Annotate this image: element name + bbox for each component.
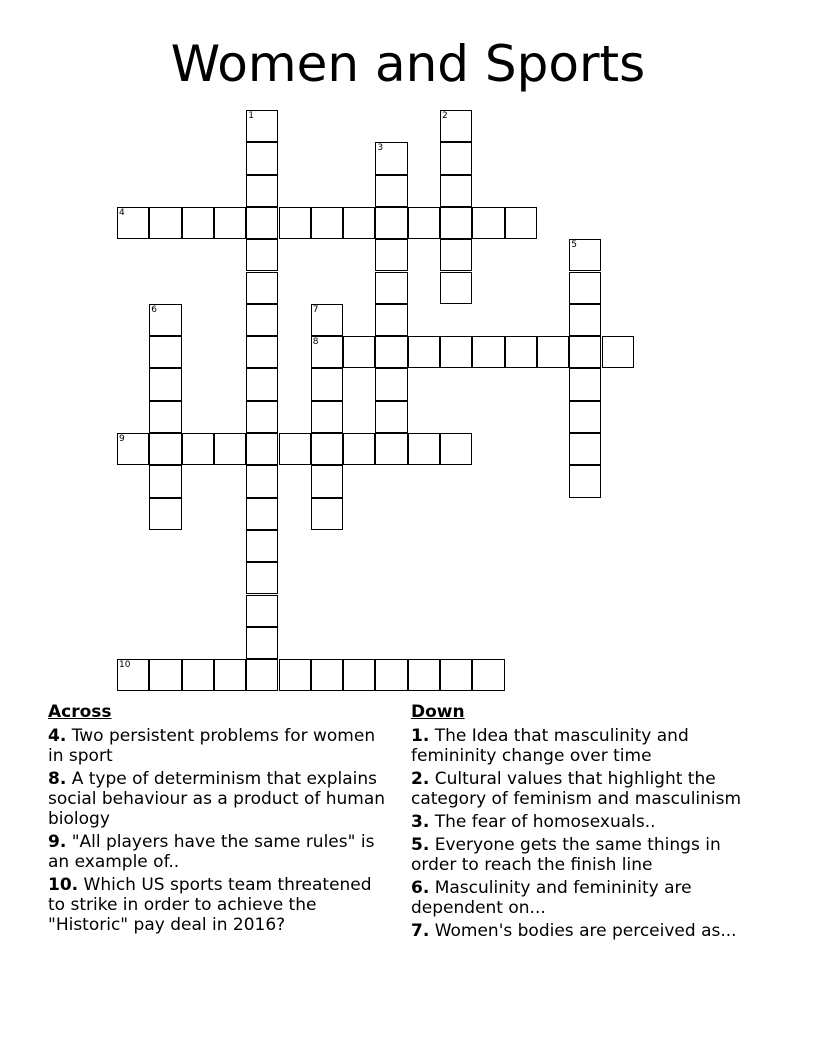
clue-text: Cultural values that highlight the category of feminism and masculinism bbox=[411, 769, 742, 809]
grid-cell[interactable] bbox=[408, 433, 440, 465]
grid-cell[interactable] bbox=[149, 368, 181, 400]
grid-cell[interactable] bbox=[149, 304, 181, 336]
grid-cell[interactable] bbox=[343, 659, 375, 691]
grid-cell[interactable] bbox=[408, 659, 440, 691]
grid-cell[interactable] bbox=[149, 336, 181, 368]
grid-cell[interactable] bbox=[117, 659, 149, 691]
clue-number: 8. bbox=[48, 769, 67, 789]
clue-number: 6. bbox=[411, 878, 430, 898]
grid-cell[interactable] bbox=[472, 659, 504, 691]
grid-cell[interactable] bbox=[246, 272, 278, 304]
clue-number: 9. bbox=[48, 832, 67, 852]
grid-cell[interactable] bbox=[537, 336, 569, 368]
clue-text: The Idea that masculinity and femininity change over time bbox=[411, 726, 689, 766]
grid-cell[interactable] bbox=[472, 336, 504, 368]
grid-cell[interactable] bbox=[505, 207, 537, 239]
grid-cell[interactable] bbox=[117, 433, 149, 465]
cell-number: 7 bbox=[312, 304, 319, 315]
grid-cell[interactable] bbox=[440, 175, 472, 207]
grid-cell[interactable] bbox=[311, 433, 343, 465]
clue-down-5 bbox=[411, 835, 761, 875]
cell-number: 1 bbox=[248, 111, 254, 121]
grid-cell[interactable] bbox=[246, 304, 278, 336]
across-heading: Across bbox=[48, 702, 112, 722]
cell-number: 3 bbox=[377, 143, 384, 154]
clue-down-2 bbox=[411, 769, 761, 809]
grid-cell[interactable] bbox=[569, 401, 601, 433]
clue-text: The fear of homosexuals.. bbox=[434, 812, 656, 832]
clue-down-3 bbox=[411, 812, 761, 832]
grid-cell[interactable] bbox=[214, 207, 246, 239]
cell-number: 6 bbox=[151, 304, 158, 315]
grid-cell[interactable] bbox=[246, 530, 278, 562]
grid-cell[interactable] bbox=[375, 368, 407, 400]
grid-cell[interactable] bbox=[375, 272, 407, 304]
clue-number: 4. bbox=[48, 726, 67, 746]
clue-number: 5. bbox=[411, 835, 430, 855]
grid-cell[interactable] bbox=[149, 659, 181, 691]
grid-cell[interactable] bbox=[246, 595, 278, 627]
grid-cell[interactable] bbox=[569, 336, 601, 368]
grid-cell[interactable] bbox=[214, 433, 246, 465]
grid-cell[interactable] bbox=[569, 272, 601, 304]
grid-cell[interactable] bbox=[569, 368, 601, 400]
grid-cell[interactable] bbox=[311, 336, 343, 368]
grid-cell[interactable] bbox=[246, 498, 278, 530]
grid-cell[interactable] bbox=[375, 304, 407, 336]
grid-cell[interactable] bbox=[311, 304, 343, 336]
grid-cell[interactable] bbox=[214, 659, 246, 691]
grid-cell[interactable] bbox=[569, 433, 601, 465]
grid-cell[interactable] bbox=[246, 659, 278, 691]
grid-cell[interactable] bbox=[343, 207, 375, 239]
grid-cell[interactable] bbox=[440, 142, 472, 174]
clue-text: Which US sports team threatened to strike in order to achieve the "Historic" pay deal in 2016? bbox=[48, 875, 372, 935]
clue-down-6 bbox=[411, 878, 761, 918]
grid-cell[interactable] bbox=[440, 336, 472, 368]
grid-cell[interactable] bbox=[440, 272, 472, 304]
down-heading: Down bbox=[411, 702, 465, 722]
grid-cell[interactable] bbox=[246, 627, 278, 659]
grid-cell[interactable] bbox=[149, 401, 181, 433]
grid-cell[interactable] bbox=[505, 336, 537, 368]
grid-cell[interactable] bbox=[375, 142, 407, 174]
grid-cell[interactable] bbox=[279, 207, 311, 239]
clue-number: 2. bbox=[411, 769, 430, 789]
grid-cell[interactable] bbox=[246, 207, 278, 239]
grid-cell[interactable] bbox=[149, 207, 181, 239]
grid-cell[interactable] bbox=[375, 401, 407, 433]
clue-down-1 bbox=[411, 726, 761, 766]
grid-cell[interactable] bbox=[311, 401, 343, 433]
grid-cell[interactable] bbox=[375, 336, 407, 368]
grid-cell[interactable] bbox=[246, 110, 278, 142]
grid-cell[interactable] bbox=[472, 207, 504, 239]
grid-cell[interactable] bbox=[279, 659, 311, 691]
cell-number: 2 bbox=[442, 111, 448, 121]
across-clues bbox=[48, 702, 393, 938]
clue-across-9 bbox=[48, 832, 393, 872]
cell-number: 10 bbox=[119, 660, 131, 671]
clue-text: Women's bodies are perceived as... bbox=[434, 921, 737, 941]
grid-cell[interactable] bbox=[375, 659, 407, 691]
clue-across-8 bbox=[48, 769, 393, 829]
grid-cell[interactable] bbox=[149, 465, 181, 497]
grid-cell[interactable] bbox=[311, 659, 343, 691]
grid-cell[interactable] bbox=[440, 239, 472, 271]
grid-cell[interactable] bbox=[246, 175, 278, 207]
clue-text: Everyone gets the same things in order to reach the finish line bbox=[411, 835, 721, 875]
grid-cell[interactable] bbox=[246, 465, 278, 497]
grid-cell[interactable] bbox=[117, 207, 149, 239]
grid-cell[interactable] bbox=[311, 207, 343, 239]
grid-cell[interactable] bbox=[311, 498, 343, 530]
grid-cell[interactable] bbox=[311, 465, 343, 497]
down-clues bbox=[411, 702, 761, 944]
cell-number: 8 bbox=[312, 337, 319, 348]
grid-cell[interactable] bbox=[440, 433, 472, 465]
grid-cell[interactable] bbox=[182, 207, 214, 239]
grid-cell[interactable] bbox=[246, 239, 278, 271]
clue-text: "All players have the same rules" is an example of.. bbox=[48, 832, 375, 872]
grid-cell[interactable] bbox=[149, 433, 181, 465]
grid-cell[interactable] bbox=[343, 336, 375, 368]
clue-text: A type of determinism that explains social behaviour as a product of human biology bbox=[48, 769, 386, 829]
grid-cell[interactable] bbox=[182, 433, 214, 465]
cell-number: 9 bbox=[119, 434, 125, 444]
grid-cell[interactable] bbox=[375, 207, 407, 239]
grid-cell[interactable] bbox=[408, 207, 440, 239]
grid-cell[interactable] bbox=[246, 336, 278, 368]
clue-across-4 bbox=[48, 726, 393, 766]
puzzle-title: Women and Sports bbox=[170, 35, 646, 93]
grid-cell[interactable] bbox=[440, 659, 472, 691]
clue-text: Masculinity and femininity are dependent on... bbox=[411, 878, 692, 918]
grid-cell[interactable] bbox=[440, 110, 472, 142]
grid-cell[interactable] bbox=[375, 239, 407, 271]
clue-down-7 bbox=[411, 921, 761, 941]
grid-cell[interactable] bbox=[279, 433, 311, 465]
grid-cell[interactable] bbox=[440, 207, 472, 239]
cell-number: 4 bbox=[119, 207, 125, 218]
clue-across-10 bbox=[48, 875, 393, 935]
grid-cell[interactable] bbox=[246, 562, 278, 594]
clue-text: Two persistent problems for women in sport bbox=[48, 726, 376, 766]
grid-cell[interactable] bbox=[569, 304, 601, 336]
clue-number: 10. bbox=[48, 875, 79, 895]
grid-cell[interactable] bbox=[311, 368, 343, 400]
grid-cell[interactable] bbox=[246, 433, 278, 465]
clue-number: 1. bbox=[411, 726, 430, 746]
grid-cell[interactable] bbox=[182, 659, 214, 691]
grid-cell[interactable] bbox=[343, 433, 375, 465]
grid-cell[interactable] bbox=[149, 498, 181, 530]
grid-cell[interactable] bbox=[246, 401, 278, 433]
clue-number: 3. bbox=[411, 812, 430, 832]
grid-cell[interactable] bbox=[375, 175, 407, 207]
grid-cell[interactable] bbox=[246, 142, 278, 174]
cell-number: 5 bbox=[571, 240, 577, 251]
grid-cell[interactable] bbox=[375, 433, 407, 465]
grid-cell[interactable] bbox=[602, 336, 634, 368]
grid-cell[interactable] bbox=[246, 368, 278, 400]
grid-cell[interactable] bbox=[569, 465, 601, 497]
grid-cell[interactable] bbox=[569, 239, 601, 271]
clue-number: 7. bbox=[411, 921, 430, 941]
grid-cell[interactable] bbox=[408, 336, 440, 368]
